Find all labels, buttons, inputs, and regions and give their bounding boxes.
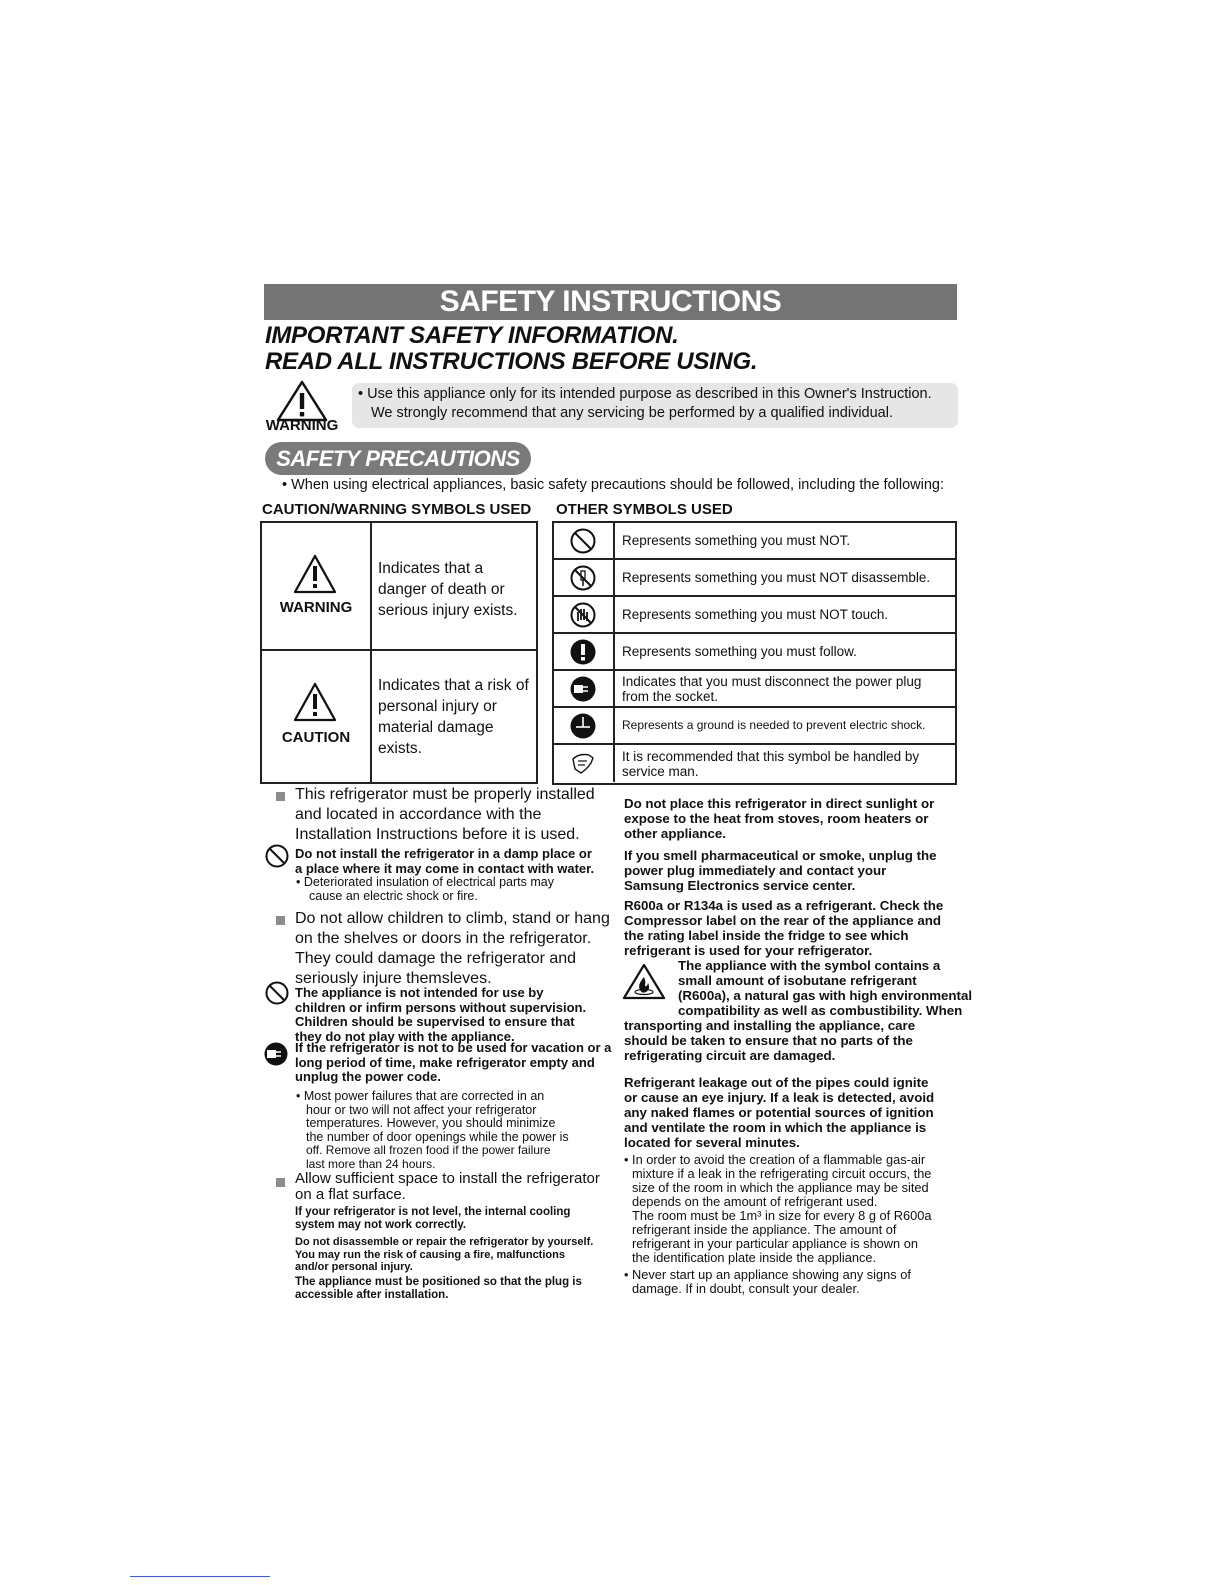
symbol-text: Represents something you must NOT disassemble. xyxy=(622,570,931,585)
description-line: Indicates that a risk of xyxy=(378,677,529,694)
level-note xyxy=(295,1206,570,1231)
icon-cell xyxy=(554,671,615,706)
text-line: other appliance. xyxy=(624,826,726,841)
text-line: compatibility as well as combustibility. When xyxy=(678,1003,963,1018)
table-row xyxy=(554,708,955,745)
text-line: cause an electric shock or fire. xyxy=(309,888,478,903)
warning-notice-line: We strongly recommend that any servicing be performed by a qualified individual. xyxy=(371,405,893,421)
text-line: small amount of isobutane refrigerant xyxy=(678,973,917,988)
symbol-text: Represents something you must NOT touch. xyxy=(622,607,889,622)
power-failure-note xyxy=(296,1090,569,1171)
text-line: refrigerating circuit are damaged. xyxy=(624,1048,836,1063)
description-line: Indicates that a xyxy=(378,560,484,577)
table-row xyxy=(554,523,955,560)
description-line: danger of death or xyxy=(378,581,505,598)
symbol-text: Represents a ground is needed to prevent electric shock. xyxy=(622,718,926,732)
text-line: The appliance with the symbol contains a xyxy=(678,958,941,973)
warning-notice-box xyxy=(352,383,958,428)
text-line: expose to the heat from stoves, room heaters or xyxy=(624,811,929,826)
no-disassemble-icon xyxy=(569,564,597,592)
page-banner: SAFETY INSTRUCTIONS xyxy=(264,284,957,320)
text-line: system may not work correctly. xyxy=(295,1218,467,1231)
icon-cell xyxy=(554,560,615,595)
space-instruction xyxy=(295,1171,600,1203)
text-line: last more than 24 hours. xyxy=(306,1156,436,1171)
smell-warning xyxy=(624,848,937,893)
text-line: If your refrigerator is not level, the internal cooling xyxy=(295,1206,571,1218)
text-line: and/or personal injury. xyxy=(295,1261,413,1273)
table-row xyxy=(554,745,955,782)
unplug-icon xyxy=(263,1041,289,1067)
caution-triangle-icon xyxy=(292,681,338,723)
isobutane-note xyxy=(678,958,972,1018)
text-line: off. Remove all frozen food if the power failure xyxy=(306,1143,551,1157)
warning-triangle-icon xyxy=(292,553,338,595)
flammable-warning-icon xyxy=(622,963,666,1001)
caution-symbols-header: CAUTION/WARNING SYMBOLS USED xyxy=(262,501,532,518)
table-row xyxy=(554,634,955,671)
text-line: should be taken to ensure that no parts of the xyxy=(624,1033,913,1048)
icon-cell xyxy=(554,523,615,558)
icon-cell xyxy=(554,745,615,782)
text-line: Installation Instructions before it is used. xyxy=(295,826,580,843)
text-line: children or infirm persons without supervision. xyxy=(295,999,587,1015)
symbol-text: Indicates that you must disconnect the power plug from the socket. xyxy=(622,673,922,704)
text-line: depends on the amount of refrigerant used. xyxy=(632,1194,878,1209)
text-line: Do not place this refrigerator in direct sunlight or xyxy=(624,796,935,811)
other-symbols-header: OTHER SYMBOLS USED xyxy=(556,501,733,518)
prohibited-icon xyxy=(264,843,290,869)
warning-label: WARNING xyxy=(265,417,339,434)
text-line: Do not install the refrigerator in a damp place or xyxy=(295,846,592,861)
text-line: The appliance is not intended for use by xyxy=(295,985,544,1000)
must-follow-icon xyxy=(569,638,597,666)
text-line: Children should be supervised to ensure that xyxy=(295,1014,575,1029)
prohibited-icon xyxy=(569,527,597,555)
text-line: unplug the power code. xyxy=(295,1069,441,1084)
heading-line-1: IMPORTANT SAFETY INFORMATION. xyxy=(265,322,679,349)
damp-warning xyxy=(295,847,594,876)
text-line: Do not disassemble or repair the refrigerator by yourself. xyxy=(295,1236,594,1248)
text-line: • Never start up an appliance showing any signs of xyxy=(624,1267,911,1282)
text-line: Do not allow children to climb, stand or hang xyxy=(295,910,610,927)
icon-cell xyxy=(554,708,615,743)
damage-note xyxy=(624,1268,911,1296)
text-line: long period of time, make refrigerator empty and xyxy=(295,1054,595,1070)
transport-note xyxy=(624,1018,915,1063)
warning-notice-line: • Use this appliance only for its intended purpose as described in this Owner's Instruction. xyxy=(358,386,932,402)
text-line: the number of door openings while the power is xyxy=(306,1129,569,1144)
unplug-icon xyxy=(569,675,597,703)
text-line: refrigerant inside the appliance. The amount of xyxy=(632,1222,897,1237)
heading-line-2: READ ALL INSTRUCTIONS BEFORE USING. xyxy=(265,348,758,375)
text-line: a place where it may come in contact with water. xyxy=(295,860,595,876)
text-line: Samsung Electronics service center. xyxy=(624,878,856,893)
other-symbols-table xyxy=(552,521,957,785)
symbol-description xyxy=(378,558,518,621)
symbol-cell xyxy=(262,651,372,782)
table-row xyxy=(554,597,955,634)
text-line: • Most power failures that are corrected in an xyxy=(296,1089,545,1103)
text-line: mixture if a leak in the refrigerating circuit occurs, the xyxy=(632,1166,932,1181)
text-line: The room must be 1m³ in size for every 8 g of R600a xyxy=(632,1208,932,1223)
text-line: If you smell pharmaceutical or smoke, unplug the xyxy=(624,848,937,863)
text-line: or cause an eye injury. If a leak is detected, avoid xyxy=(624,1090,935,1105)
text-line: The appliance must be positioned so that the plug is xyxy=(295,1276,582,1288)
bullet-square-icon xyxy=(276,1178,285,1187)
sunlight-warning xyxy=(624,796,934,841)
text-line: they do not play with the appliance. xyxy=(295,1028,515,1044)
text-line: the rating label inside the fridge to see which xyxy=(624,928,909,943)
symbol-text: It is recommended that this symbol be handled by service man. xyxy=(622,748,920,779)
room-size-note xyxy=(624,1153,931,1265)
no-touch-icon xyxy=(569,601,597,629)
text-line: the identification plate inside the appliance. xyxy=(632,1250,877,1265)
section-title-pill: SAFETY PRECAUTIONS xyxy=(265,442,531,475)
install-instruction xyxy=(295,785,595,845)
text-line: Compressor label on the rear of the appliance and xyxy=(624,913,941,928)
service-man-icon xyxy=(569,749,597,777)
refrigerant-note xyxy=(624,898,943,958)
description-line: serious injury exists. xyxy=(378,602,518,619)
text-line: If the refrigerator is not to be used for vacation or a xyxy=(295,1040,612,1055)
plug-note xyxy=(295,1276,582,1301)
leakage-warning xyxy=(624,1075,934,1150)
symbol-label: CAUTION xyxy=(281,729,351,746)
text-line: damage. If in doubt, consult your dealer. xyxy=(632,1281,860,1296)
description-line: personal injury or xyxy=(378,698,497,715)
ground-icon xyxy=(569,712,597,740)
bullet-square-icon xyxy=(276,792,285,801)
symbol-description xyxy=(378,675,529,759)
prohibited-icon xyxy=(264,980,290,1006)
children-warning xyxy=(295,986,586,1044)
icon-cell xyxy=(554,597,615,632)
text-line: transporting and installing the appliance, care xyxy=(624,1018,916,1033)
symbol-cell xyxy=(262,523,372,649)
caution-symbols-table xyxy=(260,521,538,784)
description-line: material damage xyxy=(378,719,494,736)
text-line: refrigerant is used for your refrigerator. xyxy=(624,943,873,958)
text-line: power plug immediately and contact your xyxy=(624,863,887,878)
children-instruction xyxy=(295,909,610,989)
table-row xyxy=(554,671,955,708)
text-line: (R600a), a natural gas with high environmental xyxy=(678,988,973,1003)
table-row xyxy=(262,651,536,782)
description-line: exists. xyxy=(378,740,422,757)
text-line: • In order to avoid the creation of a flammable gas-air xyxy=(624,1152,926,1167)
table-row xyxy=(262,523,536,651)
text-line: on a flat surface. xyxy=(295,1186,406,1203)
bullet-square-icon xyxy=(276,916,285,925)
text-line: and ventilate the room in which the appliance is xyxy=(624,1120,927,1135)
text-line: and located in accordance with the xyxy=(295,806,542,823)
text-line: seriously injure themsleves. xyxy=(295,970,492,987)
text-line: You may run the risk of causing a fire, malfunctions xyxy=(295,1248,565,1261)
text-line: temperatures. However, you should minimize xyxy=(306,1116,556,1130)
text-line: size of the room in which the appliance may be sited xyxy=(632,1180,929,1195)
symbol-text: Represents something you must NOT. xyxy=(622,533,851,548)
text-line: accessible after installation. xyxy=(295,1288,449,1301)
text-line: This refrigerator must be properly installed xyxy=(295,786,595,803)
text-line: on the shelves or doors in the refrigerator. xyxy=(295,930,592,947)
text-line: refrigerant in your particular appliance is shown on xyxy=(632,1236,918,1251)
text-line: located for several minutes. xyxy=(624,1135,800,1150)
text-line: Allow sufficient space to install the refrigerator xyxy=(295,1170,600,1187)
symbol-text: Represents something you must follow. xyxy=(622,644,857,659)
text-line: hour or two will not affect your refrigerator xyxy=(306,1102,537,1117)
precautions-intro: • When using electrical appliances, basic safety precautions should be followed, including the following: xyxy=(282,477,944,493)
text-line: Refrigerant leakage out of the pipes could ignite xyxy=(624,1075,929,1090)
damp-note xyxy=(296,876,554,903)
text-line: They could damage the refrigerator and xyxy=(295,950,577,967)
disassemble-note xyxy=(295,1236,593,1274)
icon-cell xyxy=(554,634,615,669)
text-line: R600a or R134a is used as a refrigerant. Check the xyxy=(624,898,944,913)
text-line: any naked flames or potential sources of ignition xyxy=(624,1105,934,1120)
footer-rule xyxy=(130,1576,270,1577)
text-line: • Deteriorated insulation of electrical parts may xyxy=(296,875,554,889)
symbol-label: WARNING xyxy=(279,599,353,616)
table-row xyxy=(554,560,955,597)
vacation-warning xyxy=(295,1041,611,1085)
